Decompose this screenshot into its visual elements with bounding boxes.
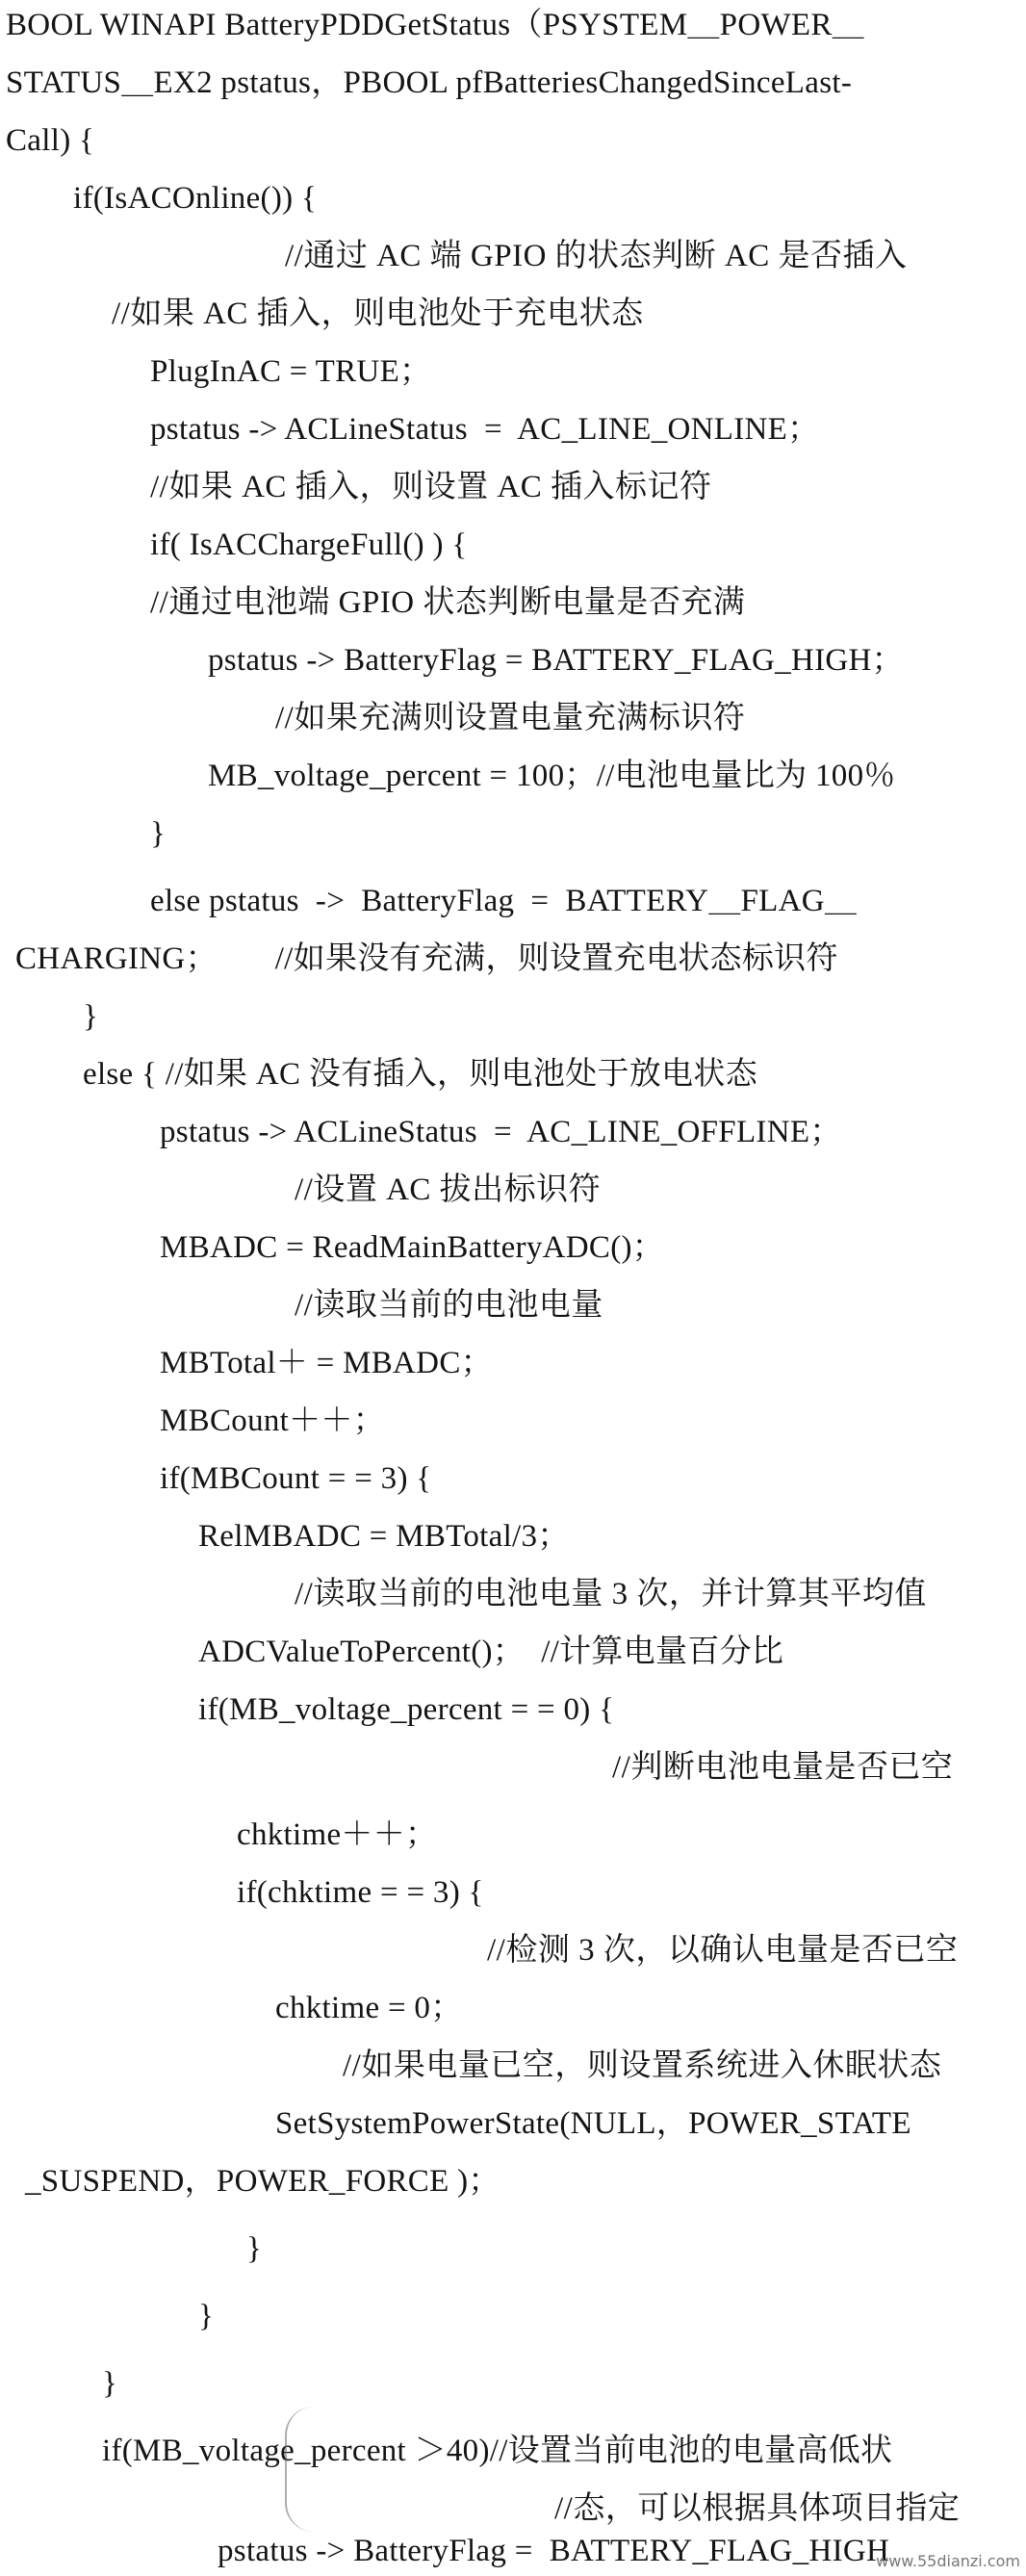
code-line-15: } xyxy=(150,816,167,851)
code-line-7: PlugInAC = TRUE； xyxy=(150,354,432,389)
code-line-33: if(chktime = = 3) { xyxy=(237,1875,484,1910)
code-line-34: //检测 3 次，以确认电量是否已空 xyxy=(487,1933,959,1968)
code-line-42: if(MB_voltage_percent ＞40)//设置当前电池的电量高低状 xyxy=(102,2434,893,2468)
code-line-23: //读取当前的电池电量 xyxy=(295,1288,603,1323)
code-line-2: STATUS＿EX2 pstatus，PBOOL pfBatteriesChangedSinceLast- xyxy=(6,65,853,100)
code-line-39: } xyxy=(246,2231,263,2266)
code-line-26: if(MBCount = = 3) { xyxy=(160,1461,432,1496)
code-line-20: pstatus -> ACLineStatus = AC_LINE_OFFLINE； xyxy=(160,1115,842,1149)
code-line-22: MBADC = ReadMainBatteryADC()； xyxy=(160,1230,665,1265)
code-line-4: if(IsACOnline()) { xyxy=(73,181,318,216)
code-line-35: chktime = 0； xyxy=(275,1991,463,2025)
code-line-31: //判断电池电量是否已空 xyxy=(612,1750,954,1785)
code-line-38: _SUSPEND，POWER_FORCE )； xyxy=(25,2164,500,2199)
code-line-10: if( IsACChargeFull() ) { xyxy=(150,528,468,562)
code-line-9: //如果 AC 插入，则设置 AC 插入标记符 xyxy=(150,470,712,504)
code-line-28: //读取当前的电池电量 3 次，并计算其平均值 xyxy=(295,1577,927,1611)
code-line-8: pstatus -> ACLineStatus = AC_LINE_ONLINE； xyxy=(150,412,820,447)
code-line-29: ADCValueToPercent()； //计算电量百分比 xyxy=(198,1635,784,1669)
code-line-27: RelMBADC = MBTotal/3； xyxy=(198,1519,570,1554)
code-line-36: //如果电量已空，则设置系统进入休眠状态 xyxy=(343,2048,942,2083)
code-line-41: } xyxy=(102,2366,118,2401)
pen-mark-stroke xyxy=(285,2407,316,2532)
code-line-24: MBTotal＋ = MBADC； xyxy=(160,1346,493,1380)
code-line-5: //通过 AC 端 GPIO 的状态判断 AC 是否插入 xyxy=(285,239,908,273)
code-line-1: BOOL WINAPI BatteryPDDGetStatus（PSYSTEM＿POWER＿ xyxy=(6,8,864,42)
code-line-44: pstatus -> BatteryFlag = BATTERY_FLAG_HIGH xyxy=(218,2534,890,2568)
code-line-13: //如果充满则设置电量充满标识符 xyxy=(275,701,746,735)
code-line-3: Call) { xyxy=(6,123,95,158)
code-line-30: if(MB_voltage_percent = = 0) { xyxy=(198,1692,615,1727)
code-line-12: pstatus -> BatteryFlag = BATTERY_FLAG_HIGH； xyxy=(208,643,904,678)
code-line-43: //态，可以根据具体项目指定 xyxy=(554,2491,961,2526)
code-line-14: MB_voltage_percent = 100；//电池电量比为 100％ xyxy=(208,759,896,793)
code-line-11: //通过电池端 GPIO 状态判断电量是否充满 xyxy=(150,585,746,620)
code-line-18: } xyxy=(83,999,99,1034)
code-line-17: CHARGING； //如果没有充满，则设置充电状态标识符 xyxy=(15,941,838,976)
code-line-37: SetSystemPowerState(NULL，POWER_STATE xyxy=(275,2106,911,2141)
code-line-21: //设置 AC 拔出标识符 xyxy=(295,1172,602,1207)
code-line-16: else pstatus -> BatteryFlag = BATTERY＿FLAG＿ xyxy=(150,884,858,918)
code-line-32: chktime＋＋； xyxy=(237,1817,438,1852)
code-line-40: } xyxy=(198,2299,215,2333)
code-line-19: else { //如果 AC 没有插入，则电池处于放电状态 xyxy=(83,1057,758,1092)
site-watermark: www.55dianzi.com xyxy=(876,2552,1020,2570)
code-line-6: //如果 AC 插入，则电池处于充电状态 xyxy=(112,296,644,331)
code-line-25: MBCount＋＋； xyxy=(160,1404,386,1438)
